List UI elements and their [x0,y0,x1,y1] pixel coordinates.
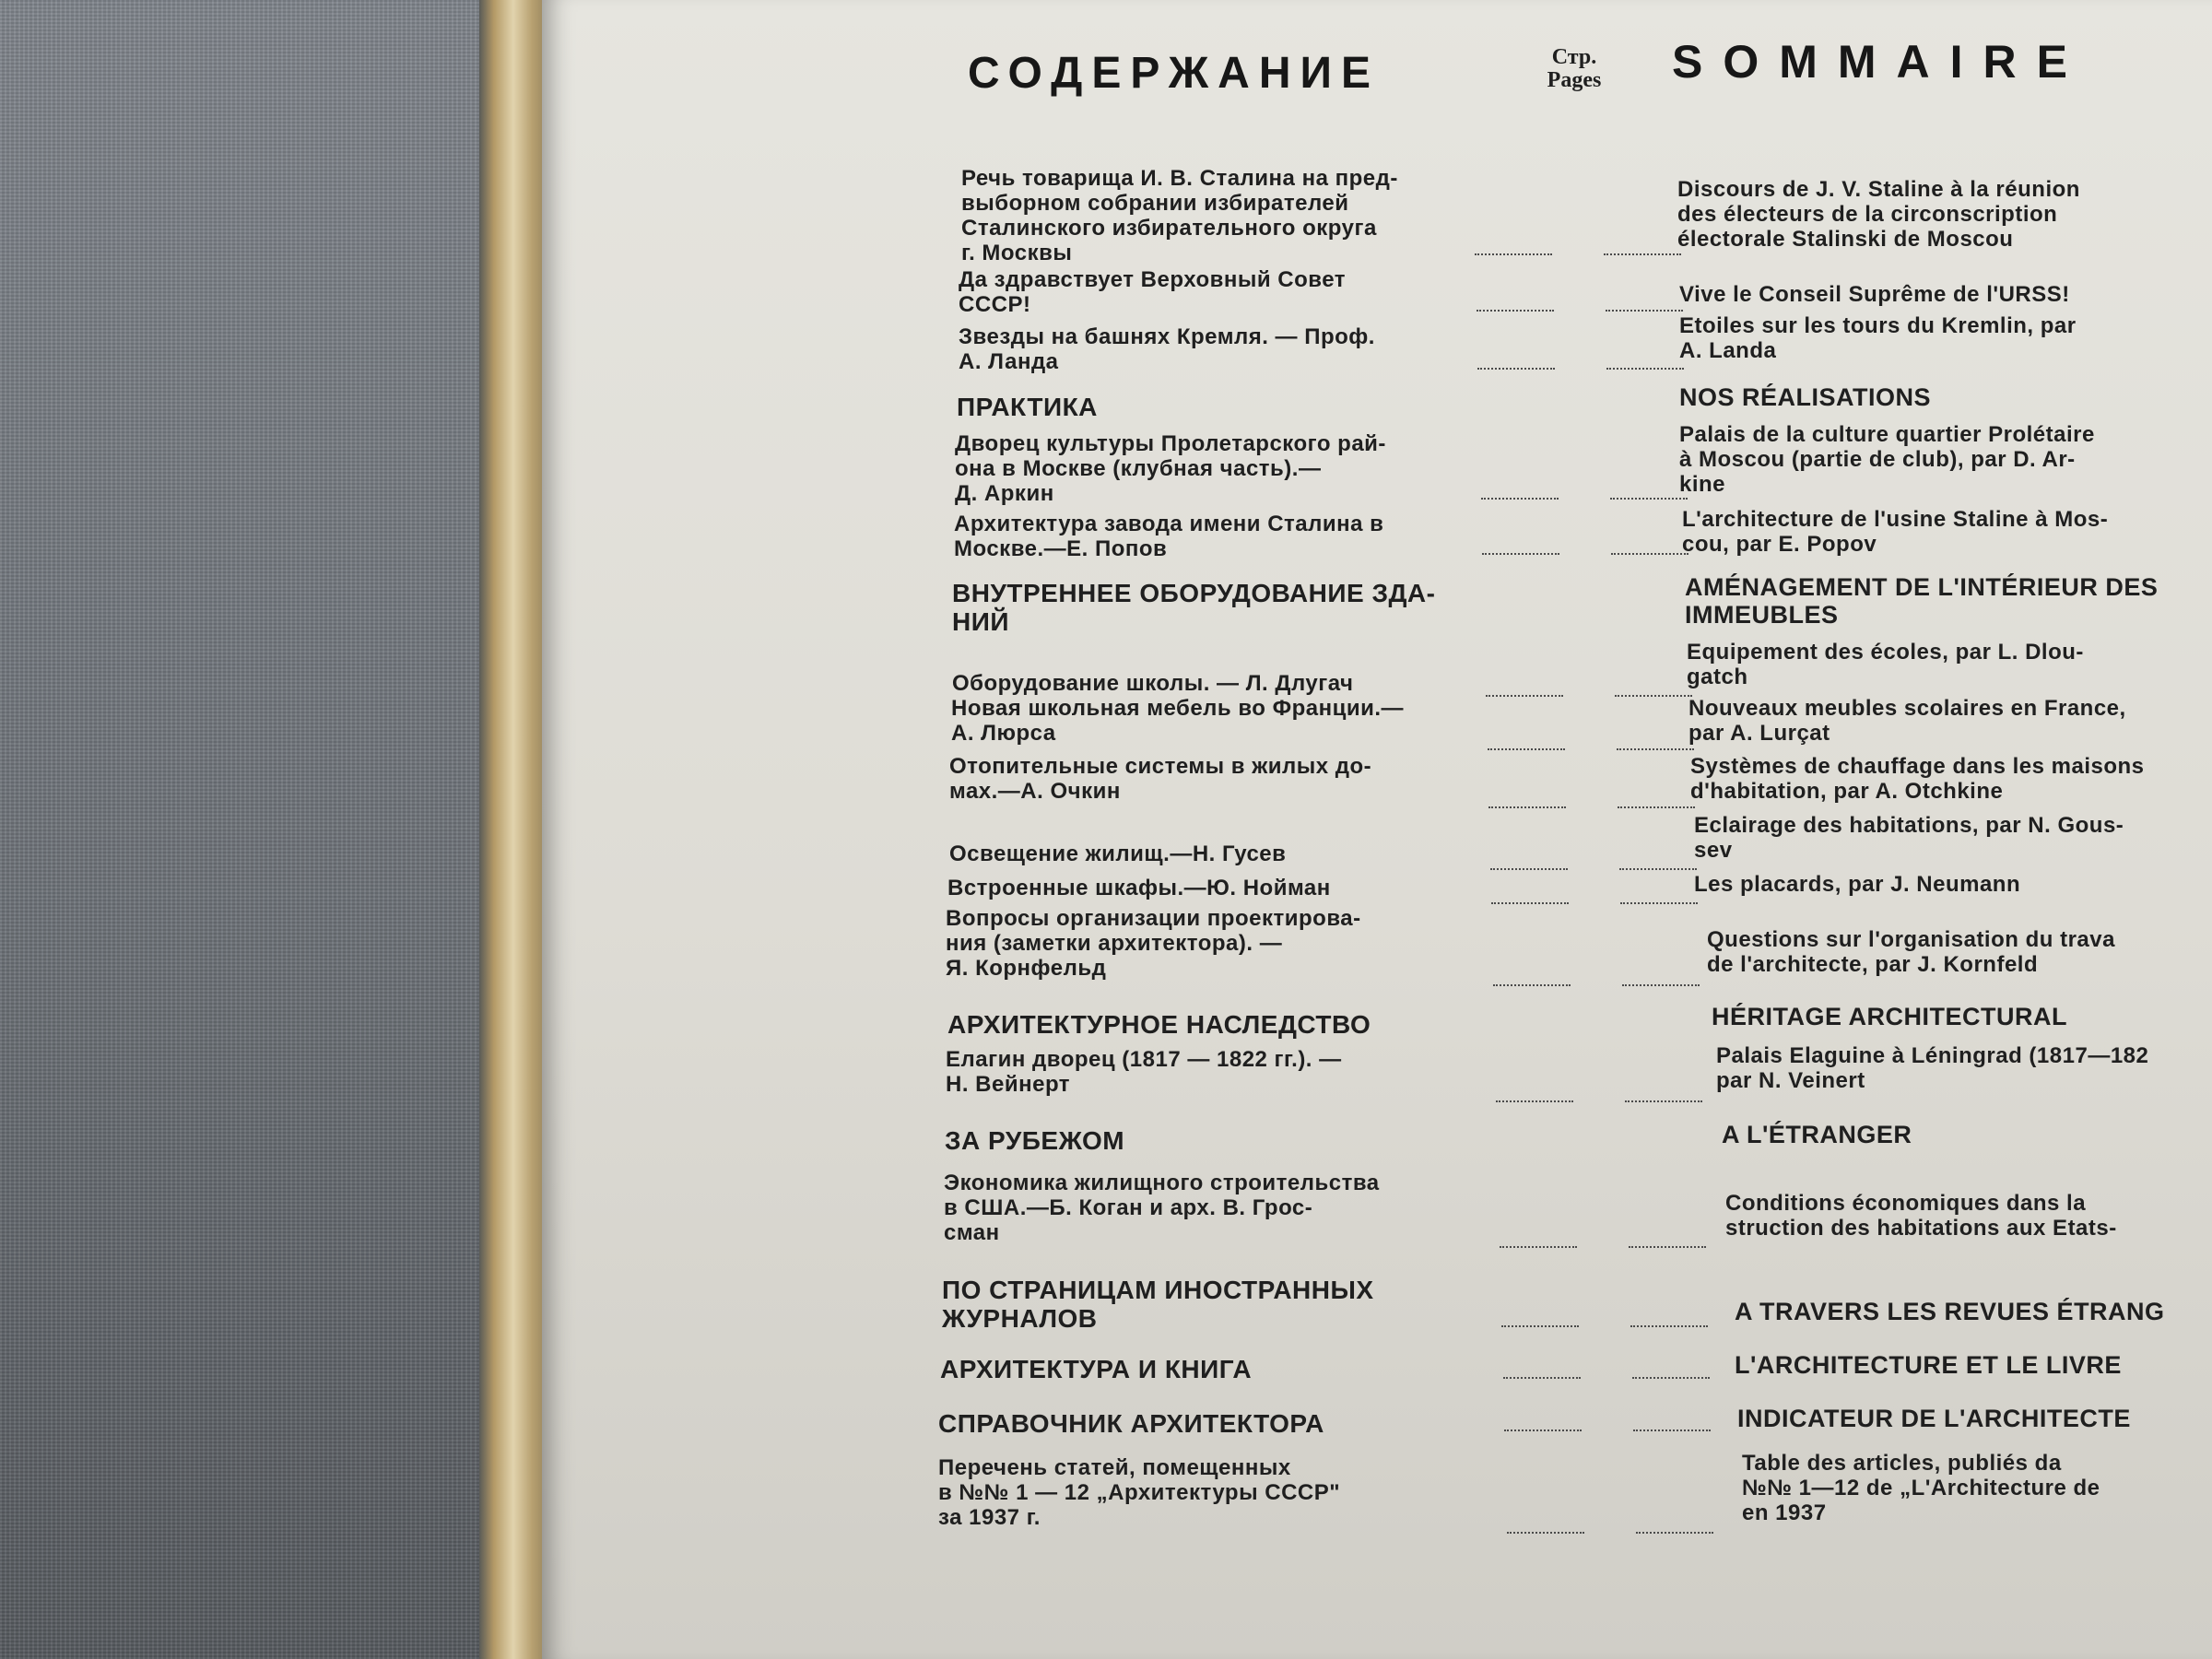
entry-fr-line: Discours de J. V. Staline à la réunion [1677,177,2080,202]
entry-ru-line: Вопросы организации проектирова- [946,906,1361,931]
entry-fr-line: Eclairage des habitations, par N. Gous- [1694,813,2124,838]
entry-ru-line: она в Москве (клубная часть).— [955,456,1322,481]
entry-ru-line: мах.—А. Очкин [949,779,1121,804]
entry-fr-line: électorale Stalinski de Moscou [1677,227,2014,252]
leader-dots-right [1632,1377,1710,1379]
entry-fr-line: en 1937 [1742,1500,1827,1525]
entry-ru-line: А. Люрса [951,721,1056,746]
leader-dots-left [1493,984,1571,986]
entry-ru-line: АРХИТЕКТУРНОЕ НАСЛЕДСТВО [947,1010,1371,1039]
pages-column-label [1530,46,1618,92]
entry-ru-line: Архитектура завода имени Сталина в [954,512,1384,536]
entry-ru-line: АРХИТЕКТУРА И КНИГА [940,1355,1253,1383]
entry-ru-line: ПО СТРАНИЦАМ ИНОСТРАННЫХ [942,1276,1374,1304]
leader-dots-left [1503,1377,1581,1379]
entry-fr-line: Les placards, par J. Neumann [1694,872,2021,897]
entry-fr-line: Conditions économiques dans la [1725,1191,2087,1216]
entry-ru-line: Сталинского избирательного округа [961,216,1377,241]
entry-ru-line: Встроенные шкафы.—Ю. Нойман [947,876,1331,900]
leader-dots-left [1486,695,1563,697]
pages-label-ru: Стр. [1551,45,1597,69]
entry-ru-line: выборном собрании избирателей [961,191,1349,216]
leader-dots-left [1504,1430,1582,1431]
title-fr: SOMMAIRE [1672,36,2088,88]
entry-ru-line: ЖУРНАЛОВ [942,1304,1098,1333]
entry-fr-line: Questions sur l'organisation du trava [1707,927,2115,952]
leader-dots-left [1500,1246,1577,1248]
entry-ru-line: Освещение жилищ.—Н. Гусев [949,841,1287,866]
leader-dots-right [1630,1325,1708,1327]
entry-fr-line: kine [1679,472,1726,497]
pages-label-fr: Pages [1547,68,1602,92]
leader-dots-left [1477,368,1555,370]
entry-fr-line: L'architecture de l'usine Staline à Mos- [1682,507,2109,532]
entry-ru-line: СПРАВОЧНИК АРХИТЕКТОРА [938,1409,1324,1438]
entry-ru-line: ВНУТРЕННЕЕ ОБОРУДОВАНИЕ ЗДА- [952,579,1436,607]
leader-dots-right [1604,253,1681,255]
entry-ru-line: Москве.—Е. Попов [954,536,1168,561]
entry-fr-line: sev [1694,838,1733,863]
entry-fr-line: struction des habitations aux Etats- [1725,1216,2117,1241]
entry-fr-line: Palais Elaguine à Léningrad (1817—182 [1716,1043,2149,1068]
entry-ru-line: Речь товарища И. В. Сталина на пред- [961,166,1398,191]
leader-dots-left [1488,748,1565,750]
entry-fr-line: à Moscou (partie de club), par D. Ar- [1679,447,2076,472]
entry-fr-line: A L'ÉTRANGER [1722,1121,1912,1148]
entry-fr-line: de l'architecte, par J. Kornfeld [1707,952,2039,977]
leader-dots-right [1622,984,1700,986]
entry-fr-line: A TRAVERS LES REVUES ÉTRANG [1735,1298,2165,1325]
entry-fr-line: Vive le Conseil Suprême de l'URSS! [1679,282,2070,307]
entry-fr-line: cou, par E. Popov [1682,532,1877,557]
leader-dots-right [1636,1532,1713,1534]
entry-fr-line: Table des articles, publiés da [1742,1451,2062,1476]
title-ru: СОДЕРЖАНИЕ [968,49,1380,98]
leader-dots-right [1606,310,1683,312]
entry-fr-line: Palais de la culture quartier Prolétaire [1679,422,2095,447]
entry-ru-line: Отопительные системы в жилых до- [949,754,1372,779]
entry-fr-line: AMÉNAGEMENT DE L'INTÉRIEUR DES [1685,573,2159,601]
entry-fr-line: IMMEUBLES [1685,601,1839,629]
entry-fr-line: gatch [1687,665,1748,689]
entry-ru-line: СССР! [959,292,1031,317]
leader-dots-left [1481,498,1559,500]
entry-ru-line: за 1937 г. [938,1505,1041,1530]
entry-fr-line: HÉRITAGE ARCHITECTURAL [1712,1003,2067,1030]
entry-ru-line: Я. Корнфельд [946,956,1107,981]
entry-ru-line: Звезды на башнях Кремля. — Проф. [959,324,1375,349]
leader-dots-left [1496,1100,1573,1102]
entry-ru-line: ния (заметки архитектора). — [946,931,1283,956]
entry-fr-line: par N. Veinert [1716,1068,1865,1093]
entry-fr-line: des électeurs de la circonscription [1677,202,2058,227]
leader-dots-right [1617,748,1694,750]
leader-dots-right [1629,1246,1706,1248]
entry-fr-line: Systèmes de chauffage dans les maisons [1690,754,2145,779]
entry-fr-line: Equipement des écoles, par L. Dlou- [1687,640,2084,665]
entry-fr-line: INDICATEUR DE L'ARCHITECTE [1737,1405,2131,1432]
entry-ru-line: Н. Вейнерт [946,1072,1071,1097]
entry-fr-line: A. Landa [1679,338,1777,363]
entry-ru-line: Елагин дворец (1817 — 1822 гг.). — [946,1047,1342,1072]
leader-dots-right [1615,695,1692,697]
entry-fr-line: L'ARCHITECTURE ET LE LIVRE [1735,1351,2122,1379]
leader-dots-left [1475,253,1552,255]
leader-dots-left [1490,868,1568,870]
leader-dots-right [1619,868,1697,870]
entry-ru-line: Перечень статей, помещенных [938,1455,1291,1480]
entry-fr-line: d'habitation, par A. Otchkine [1690,779,2004,804]
entry-ru-line: Оборудование школы. — Л. Длугач [952,671,1354,696]
leader-dots-left [1501,1325,1579,1327]
entry-ru-line: Экономика жилищного строительства [944,1171,1380,1195]
leader-dots-right [1633,1430,1711,1431]
entry-fr-line: Etoiles sur les tours du Kremlin, par [1679,313,2077,338]
leader-dots-left [1507,1532,1584,1534]
entry-ru-line: ЗА РУБЕЖОМ [945,1126,1125,1155]
entry-ru-line: сман [944,1220,1000,1245]
entry-ru-line: Д. Аркин [955,481,1054,506]
leader-dots-right [1618,806,1695,808]
leader-dots-right [1625,1100,1702,1102]
leader-dots-right [1611,553,1688,555]
entry-ru-line: Дворец культуры Пролетарского рай- [955,431,1386,456]
entry-ru-line: Новая школьная мебель во Франции.— [951,696,1405,721]
leader-dots-left [1488,806,1566,808]
entry-ru-line: г. Москвы [961,241,1073,265]
leader-dots-left [1477,310,1554,312]
leader-dots-left [1491,902,1569,904]
entry-ru-line: ПРАКТИКА [957,393,1098,421]
entry-ru-line: НИЙ [952,607,1009,636]
entry-fr-line: Nouveaux meubles scolaires en France, [1688,696,2126,721]
entry-ru-line: в США.—Б. Коган и арх. В. Грос- [944,1195,1313,1220]
leader-dots-right [1620,902,1698,904]
leader-dots-right [1610,498,1688,500]
leader-dots-left [1482,553,1559,555]
entry-ru-line: А. Ланда [959,349,1059,374]
entry-fr-line: par A. Lurçat [1688,721,1830,746]
book-cover-cloth [0,0,516,1659]
entry-fr-line: №№ 1—12 de „L'Architecture de [1742,1476,2100,1500]
entry-ru-line: в №№ 1 — 12 „Архитектуры СССР" [938,1480,1341,1505]
entry-ru-line: Да здравствует Верховный Совет [959,267,1346,292]
leader-dots-right [1606,368,1684,370]
entry-fr-line: NOS RÉALISATIONS [1679,383,1932,411]
